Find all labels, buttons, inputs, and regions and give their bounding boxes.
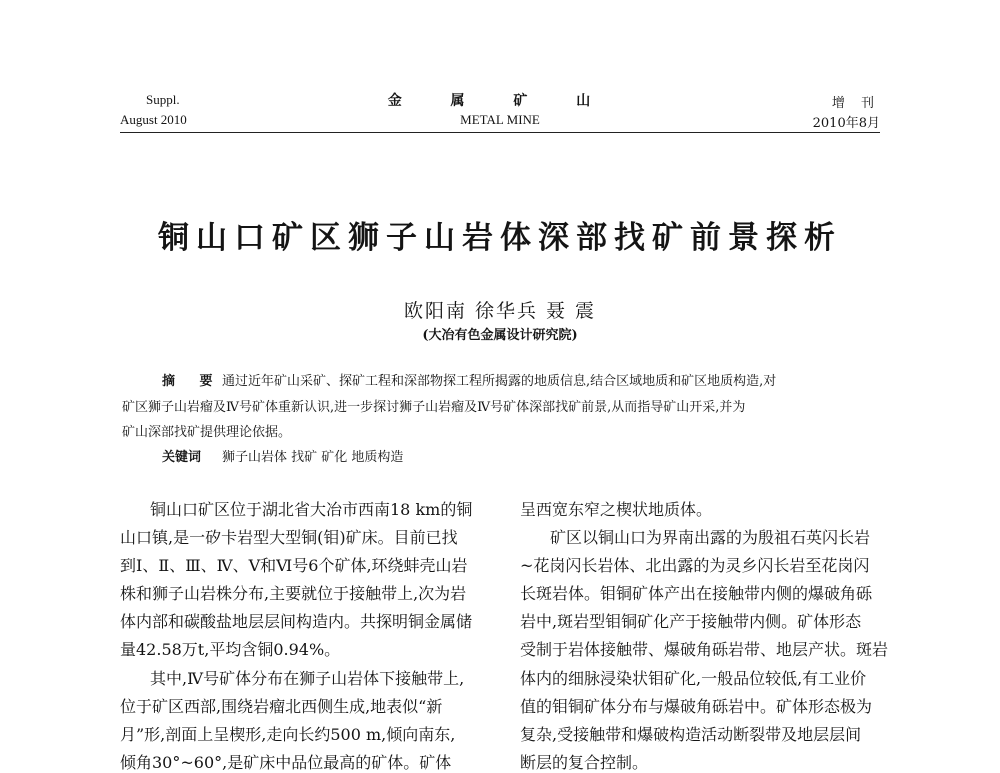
body-right-line: 断层的复合控制。 [520,753,649,772]
body-right-line: 体内的细脉浸染状钼矿化,一般品位较低,有工业价 [520,669,867,688]
header-journal-cn: 金 属 矿 山 [387,93,613,109]
header-supplement-cn: 增 刊 [831,96,880,111]
header-date-cn: 2010年8月 [812,116,880,131]
header-date-en: August 2010 [120,112,187,127]
keywords-label: 关键词 [162,450,202,465]
keywords-terms: 狮子山岩体 找矿 矿化 地质构造 [222,450,404,465]
body-left-line: 铜山口矿区位于湖北省大冶市西南18 km的铜 [150,500,473,519]
body-left-line: 倾角30°~60°,是矿床中品位最高的矿体。矿体 [120,753,452,772]
affiliation: (大冶有色金属设计研究院) [422,328,578,343]
body-right-line: 岩中,斑岩型钼铜矿化产于接触带内侧。矿体形态 [520,612,862,631]
body-left-line: 其中,Ⅳ号矿体分布在狮子山岩体下接触带上, [150,669,465,688]
body-right-line: 受制于岩体接触带、爆破角砾岩带、地层产状。斑岩 [520,640,889,659]
abstract-label: 摘 要 [162,374,223,389]
header-rule [120,132,880,133]
body-right-line: 呈西宽东窄之楔状地质体。 [520,500,713,519]
body-left-line: 体内部和碳酸盐地层层间构造内。共探明铜金属储 [120,612,473,631]
body-right-line: ~花岗闪长岩体、北出露的为灵乡闪长岩至花岗闪 [520,556,870,575]
body-left-line: 山口镇,是一矽卡岩型大型铜(钼)矿床。目前已找 [120,528,458,547]
abstract-line-3: 矿山深部找矿提供理论依据。 [122,425,292,440]
abstract-line-2: 矿区狮子山岩瘤及Ⅳ号矿体重新认识,进一步探讨狮子山岩瘤及Ⅳ号矿体深部找矿前景,从而指导矿山开采,并为 [122,400,746,415]
body-right-line: 矿区以铜山口为界南出露的为殷祖石英闪长岩 [550,528,871,547]
body-right-line: 复杂,受接触带和爆破构造活动断裂带及地层层间 [520,725,862,744]
header-journal-en: METAL MINE [460,112,540,127]
body-left-line: 月”形,剖面上呈楔形,走向长约500 m,倾向南东, [120,725,456,744]
body-left-line: 量42.58万t,平均含铜0.94%。 [120,640,341,659]
header-suppl: Suppl. [146,92,180,107]
abstract-line-1: 通过近年矿山采矿、探矿工程和深部物探工程所揭露的地质信息,结合区域地质和矿区地质构造,对 [222,374,777,389]
paper-title: 铜山口矿区狮子山岩体深部找矿前景探析 [158,220,842,256]
body-left-line: 株和狮子山岩株分布,主要就位于接触带上,次为岩 [120,584,467,603]
body-right-line: 长斑岩体。钼铜矿体产出在接触带内侧的爆破角砾 [520,584,873,603]
body-left-line: 到Ⅰ、Ⅱ、Ⅲ、Ⅳ、Ⅴ和Ⅵ号6个矿体,环绕蚌壳山岩 [120,556,468,575]
body-right-line: 值的钼铜矿体分布与爆破角砾岩中。矿体形态极为 [520,697,873,716]
body-left-line: 位于矿区西部,围绕岩瘤北西侧生成,地表似“新 [120,697,443,716]
author-list: 欧阳南 徐华兵 聂 震 [403,300,597,322]
